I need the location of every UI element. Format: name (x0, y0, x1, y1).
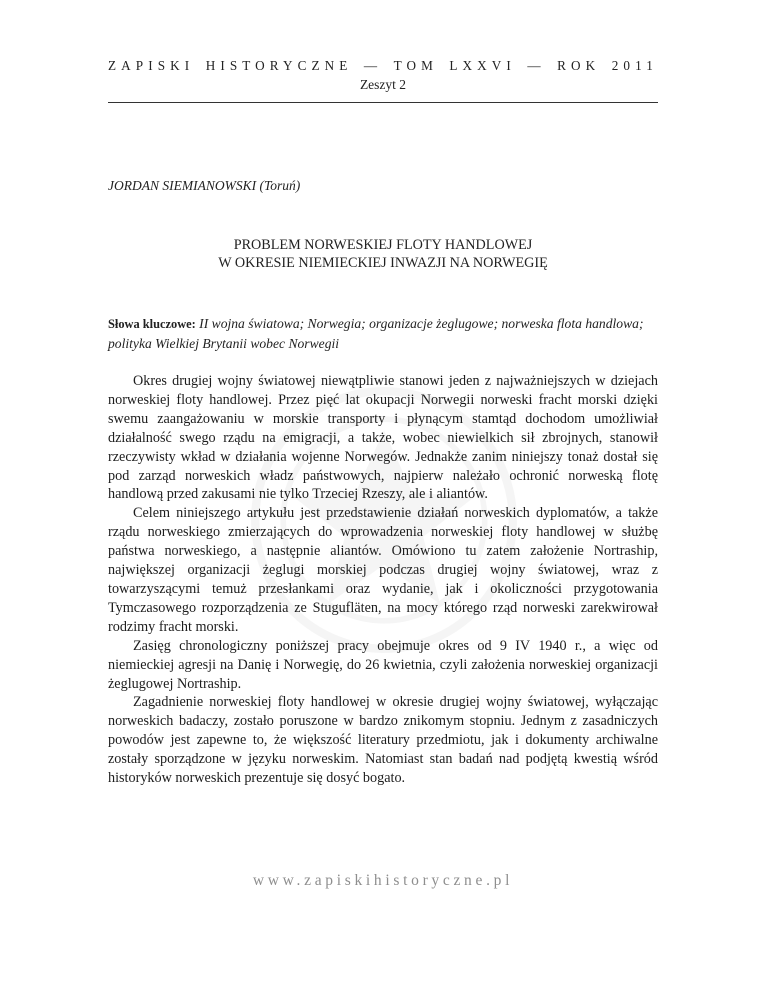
title-line-2: W OKRESIE NIEMIECKIEJ INWAZJI NA NORWEGIĘ (218, 255, 548, 271)
header-volume: LXXVI (449, 58, 516, 73)
header-word: HISTORYCZNE (205, 58, 353, 73)
body-paragraph: Zagadnienie norweskiej floty handlowej w okresie drugiej wojny światowej, wyłączając norweskich badaczy, zostało poruszone w bardzo znikomym stopniu. Jednym z zasadniczych powodów jest zapewne to, że większość literatury przedmiotu, jak i dokumenty archiwalne zostały sporządzone w języku norweskim. Natomiast stan badań nad podjętą kwestią wśród historyków norweskich prezentuje się dosyć bogato. (108, 694, 658, 787)
header-divider (108, 102, 658, 103)
article-body (108, 372, 658, 788)
article-author: JORDAN SIEMIANOWSKI (Toruń) (108, 178, 301, 193)
body-paragraph: Celem niniejszego artykułu jest przedstawienie działań norweskich dyplomatów, a także rządu norweskiego zmierzających do wprowadzenia norweskiej floty handlowej w służbę państwa norweskiego, a następnie aliantów. Omówiono tu zatem założenie Nortraship, największej organizacji żeglugi morskiej podczas drugiej wojny światowej, wraz z towarzyszącymi temuż przesłankami oraz wydanie, jak i okoliczności przygotowania Tymczasowego rozporządzenia ze Stugufläten, na mocy którego rząd norweski zarekwirował rodzimy fracht morski. (108, 505, 658, 635)
header-dash: — (363, 58, 383, 73)
header-word: TOM (393, 58, 438, 73)
header-year: 2011 (611, 58, 658, 73)
header-dash: — (527, 58, 546, 73)
title-line-1: PROBLEM NORWESKIEJ FLOTY HANDLOWEJ (233, 237, 533, 253)
body-paragraph: Okres drugiej wojny światowej niewątpliwie stanowi jeden z najważniejszych w dziejach norweskiej floty handlowej. Przez pięć lat okupacji Norwegii norweski fracht morski dzięki swemu zaangażowaniu w morskie transporty i płynącym stamtąd dochodom umożliwiał działalność swego rządu na emigracji, a także, wobec niewielkich sił zbrojnych, stanowił rzeczywisty wkład w działania wojenne Norwegów. Jednakże zanim niniejszy tonaż dostał się pod zarząd norweskich władz państwowych, najpierw należało ochronić norweską flotę handlową przed zakusami nie tylko Trzeciej Rzeszy, ale i aliantów. (108, 373, 658, 503)
article-title (108, 236, 658, 272)
keywords-label: Słowa kluczowe: (108, 317, 196, 331)
header-word: ZAPISKI (108, 58, 195, 73)
header-word: ROK (557, 58, 601, 73)
issue-number: Zeszyt 2 (359, 77, 407, 92)
journal-header (108, 58, 658, 74)
keywords-text: II wojna światowa; Norwegia; organizacje żeglugowe; norweska flota handlowa; polityka Wielkiej Brytanii wobec Norwegii (108, 316, 644, 351)
keywords (108, 314, 658, 353)
footer-website-url: www.zapiskihistoryczne.pl (252, 872, 514, 889)
body-paragraph: Zasięg chronologiczny poniższej pracy obejmuje okres od 9 IV 1940 r., a więc od niemieckiej agresji na Danię i Norwegię, do 26 kwietnia, czyli założenia norweskiej organizacji żeglugowej Nortraship. (108, 637, 658, 692)
